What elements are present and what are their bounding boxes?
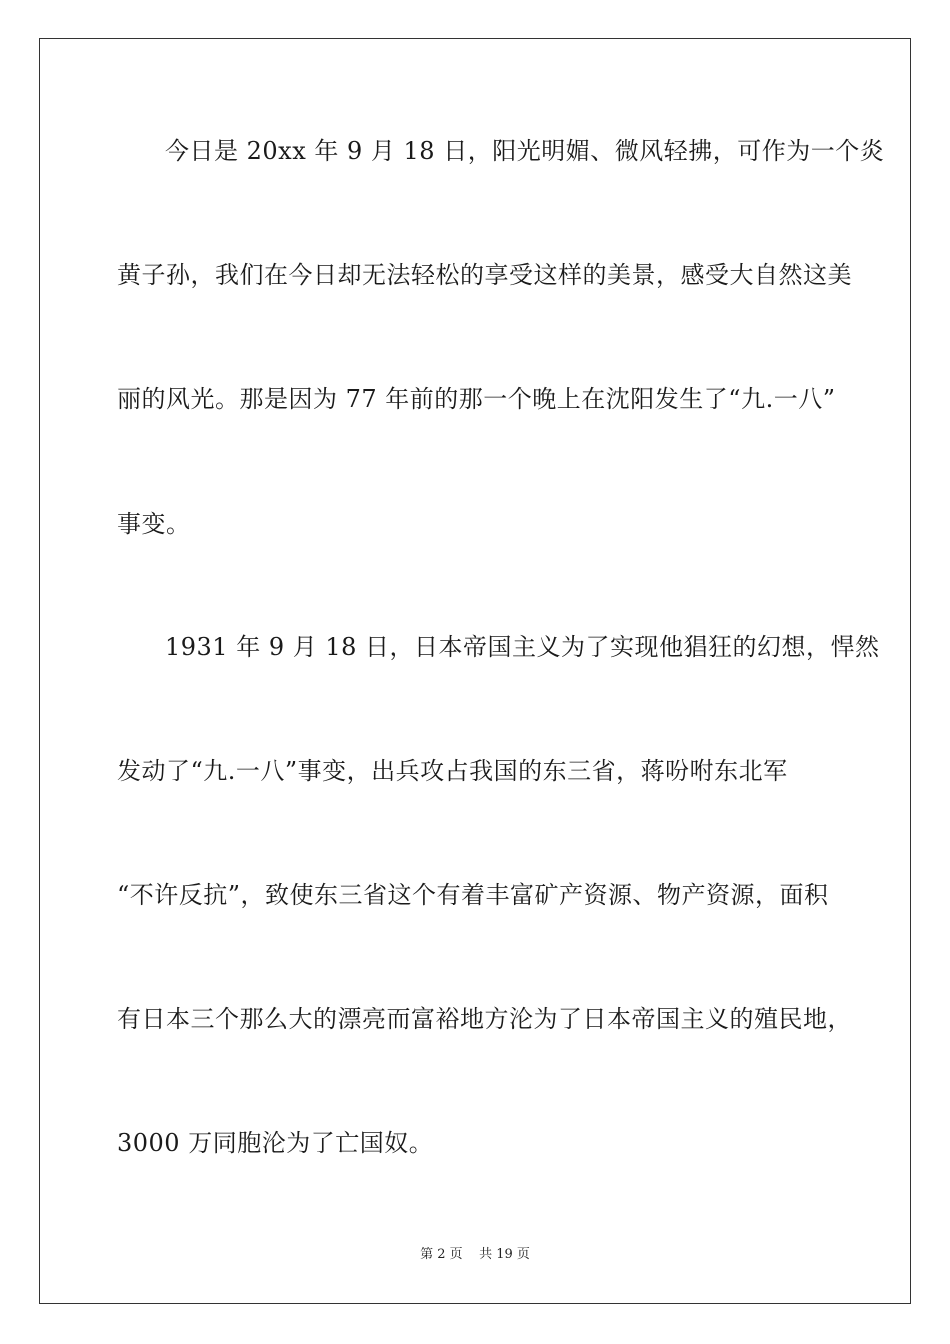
paragraph-1-line-1: 今日是 20xx 年 9 月 18 日，阳光明媚、微风轻拂，可作为一个炎 — [165, 137, 885, 165]
paragraph-1-line-4: 事变。 — [117, 510, 191, 538]
paragraph-2-line-4: 有日本三个那么大的漂亮而富裕地方沦为了日本帝国主义的殖民地， — [117, 1005, 852, 1033]
page-border — [39, 38, 911, 1304]
paragraph-1-line-3: 丽的风光。那是因为 77 年前的那一个晚上在沈阳发生了“九.一八” — [117, 385, 836, 413]
paragraph-2-line-5: 3000 万同胞沦为了亡国奴。 — [117, 1129, 434, 1157]
paragraph-1-line-2: 黄子孙，我们在今日却无法轻松的享受这样的美景，感受大自然这美 — [117, 261, 852, 289]
paragraph-2-line-2: 发动了“九.一八”事变，出兵攻占我国的东三省，蒋吩咐东北军 — [117, 757, 788, 785]
paragraph-2-line-3: “不许反抗”，致使东三省这个有着丰富矿产资源、物产资源，面积 — [117, 881, 829, 909]
paragraph-2-line-1: 1931 年 9 月 18 日，日本帝国主义为了实现他猖狂的幻想，悍然 — [165, 633, 880, 661]
page-number-footer: 第 2 页 共 19 页 — [420, 1247, 530, 1262]
